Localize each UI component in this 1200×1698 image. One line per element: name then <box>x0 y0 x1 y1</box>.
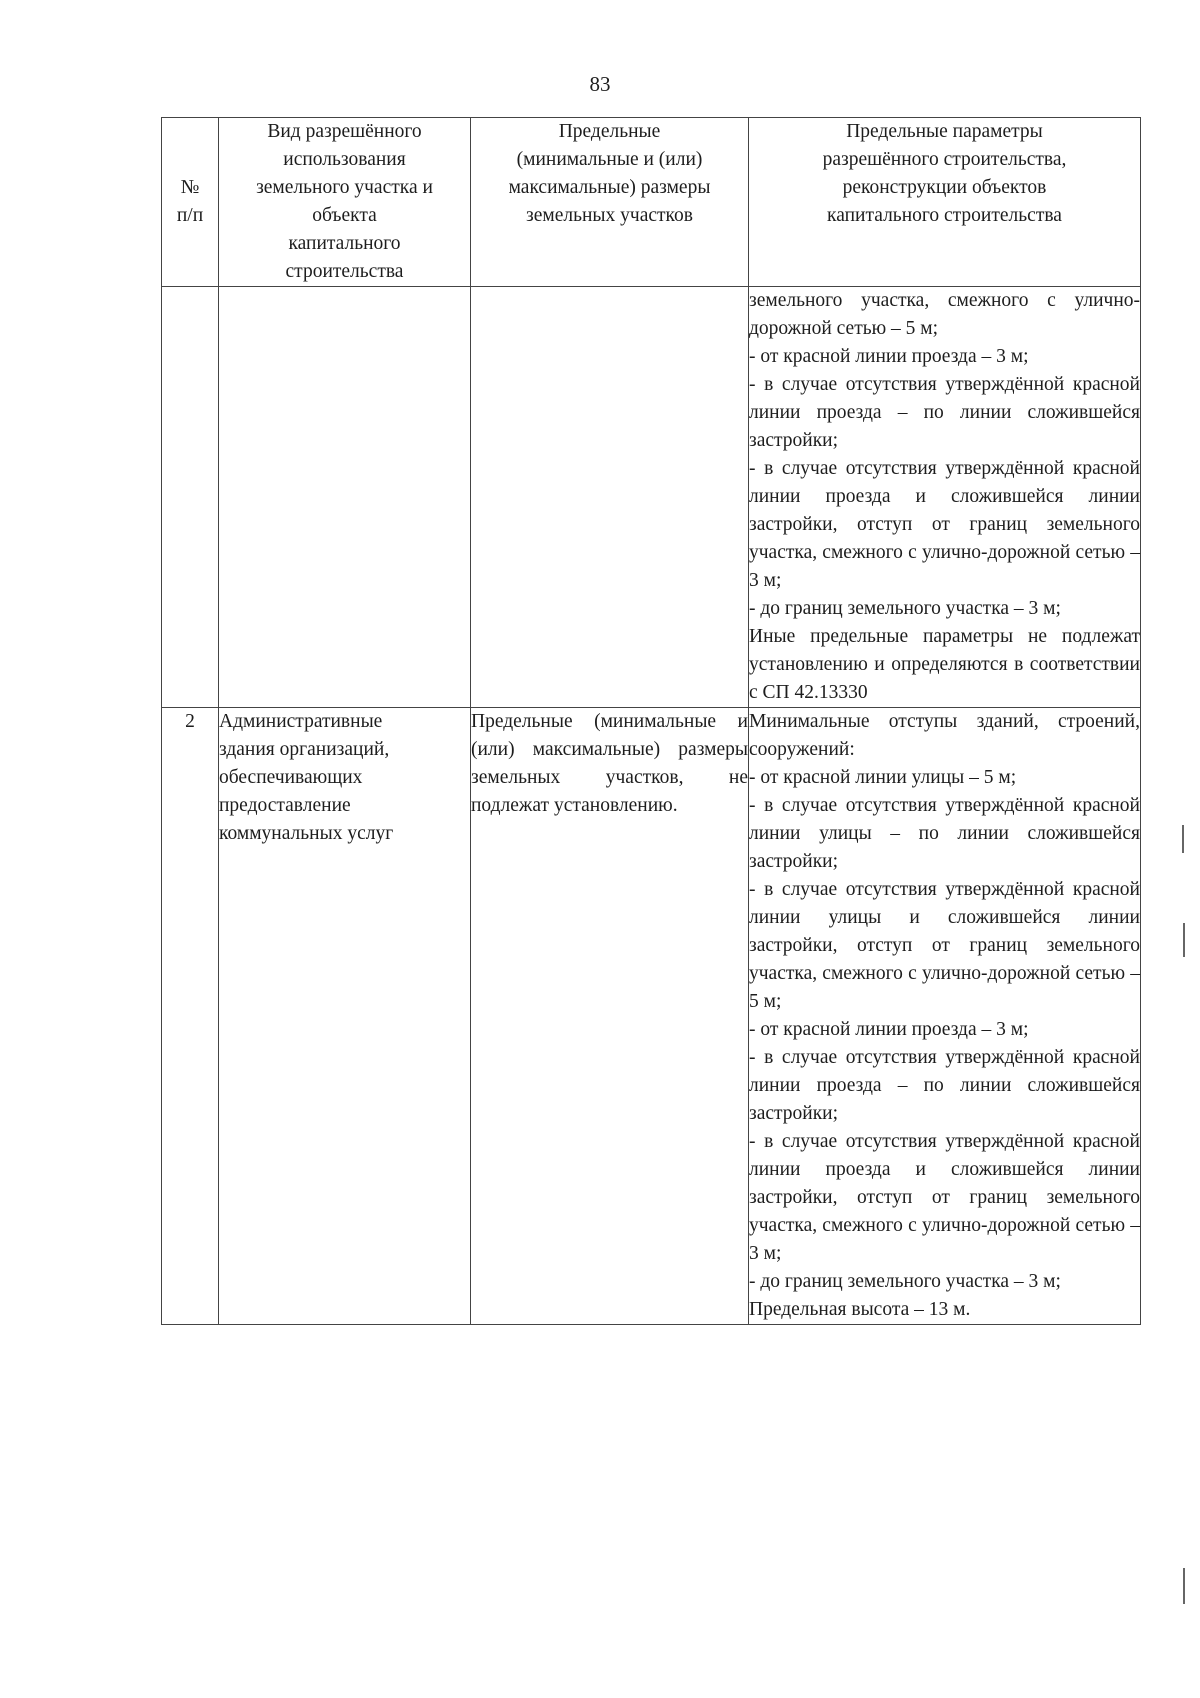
header-line: использования <box>283 149 406 170</box>
scan-edge-mark <box>1183 923 1185 957</box>
header-line: Вид разрешённого <box>267 121 422 142</box>
table-row <box>162 708 1141 1325</box>
parameter-line: - в случае отсутствия утверждённой красной линии улицы – по линии сложившейся застройки; <box>749 795 1140 872</box>
row-parameters <box>749 708 1141 1325</box>
header-line: реконструкции объектов <box>842 177 1047 198</box>
parameter-line: - в случае отсутствия утверждённой красной линии улицы и сложившейся линии застройки, отступ от границ земельного участка, смежного с улично-дорожной сетью – 5 м; <box>749 879 1140 1012</box>
header-line: максимальные) размеры <box>508 177 711 198</box>
parameter-line: Предельная высота – 13 м. <box>749 1299 971 1320</box>
header-plot-sizes <box>471 118 749 287</box>
header-parameters <box>749 118 1141 287</box>
header-line: земельных участков <box>526 205 693 226</box>
row-use-type <box>219 287 471 708</box>
parameter-line: Иные предельные параметры не подлежат установлению и определяются в соответствии с СП 42.13330 <box>749 626 1140 703</box>
parameter-line: земельного участка, смежного с улично-дорожной сетью – 5 м; <box>749 290 1140 339</box>
header-line: (минимальные и (или) <box>516 149 703 170</box>
use-type-line: предоставление <box>219 795 351 816</box>
header-line: Предельные параметры <box>846 121 1043 142</box>
header-line: Предельные <box>558 121 661 142</box>
row-number <box>162 287 219 708</box>
row-parameters <box>749 287 1141 708</box>
row-plot-sizes <box>471 708 749 1325</box>
header-line: строительства <box>285 261 404 282</box>
header-line: объекта <box>312 205 377 226</box>
header-line: капитального <box>288 233 401 254</box>
header-number-line: № <box>180 177 200 198</box>
table-header-row <box>162 118 1141 287</box>
use-type-line: Административные <box>219 711 383 732</box>
table-row <box>162 287 1141 708</box>
parameter-line: - от красной линии проезда – 3 м; <box>749 1019 1029 1040</box>
header-number-line: п/п <box>176 205 204 226</box>
parameter-line: - в случае отсутствия утверждённой красной линии проезда и сложившейся линии застройки, отступ от границ земельного участка, смежного с улично-дорожной сетью – 3 м; <box>749 458 1140 591</box>
header-number <box>162 118 219 287</box>
scan-edge-mark <box>1182 825 1184 853</box>
header-use-type <box>219 118 471 287</box>
plot-sizes-text: Предельные (минимальные и (или) максимальные) размеры земельных участков, не подлежат установлению. <box>471 711 748 816</box>
parameter-line: - в случае отсутствия утверждённой красной линии проезда – по линии сложившейся застройки; <box>749 374 1140 451</box>
header-line: разрешённого строительства, <box>822 149 1067 170</box>
row-plot-sizes <box>471 287 749 708</box>
parameter-line: - до границ земельного участка – 3 м; <box>749 598 1061 619</box>
parameter-line: - до границ земельного участка – 3 м; <box>749 1271 1061 1292</box>
scan-edge-mark <box>1183 1568 1185 1604</box>
parameter-line: Минимальные отступы зданий, строений, сооружений: <box>749 711 1140 760</box>
parameter-line: - от красной линии проезда – 3 м; <box>749 346 1029 367</box>
zoning-table <box>161 117 1141 1325</box>
header-line: земельного участка и <box>256 177 433 198</box>
parameter-line: - в случае отсутствия утверждённой красной линии проезда – по линии сложившейся застройки; <box>749 1047 1140 1124</box>
header-line: капитального строительства <box>827 205 1062 226</box>
use-type-line: обеспечивающих <box>219 767 363 788</box>
parameter-line: - от красной линии улицы – 5 м; <box>749 767 1017 788</box>
row-use-type <box>219 708 471 1325</box>
row-number: 2 <box>162 708 219 1325</box>
page-number: 83 <box>589 72 611 96</box>
use-type-line: коммунальных услуг <box>219 823 394 844</box>
use-type-line: здания организаций, <box>219 739 390 760</box>
parameter-line: - в случае отсутствия утверждённой красной линии проезда и сложившейся линии застройки, отступ от границ земельного участка, смежного с улично-дорожной сетью – 3 м; <box>749 1131 1140 1264</box>
